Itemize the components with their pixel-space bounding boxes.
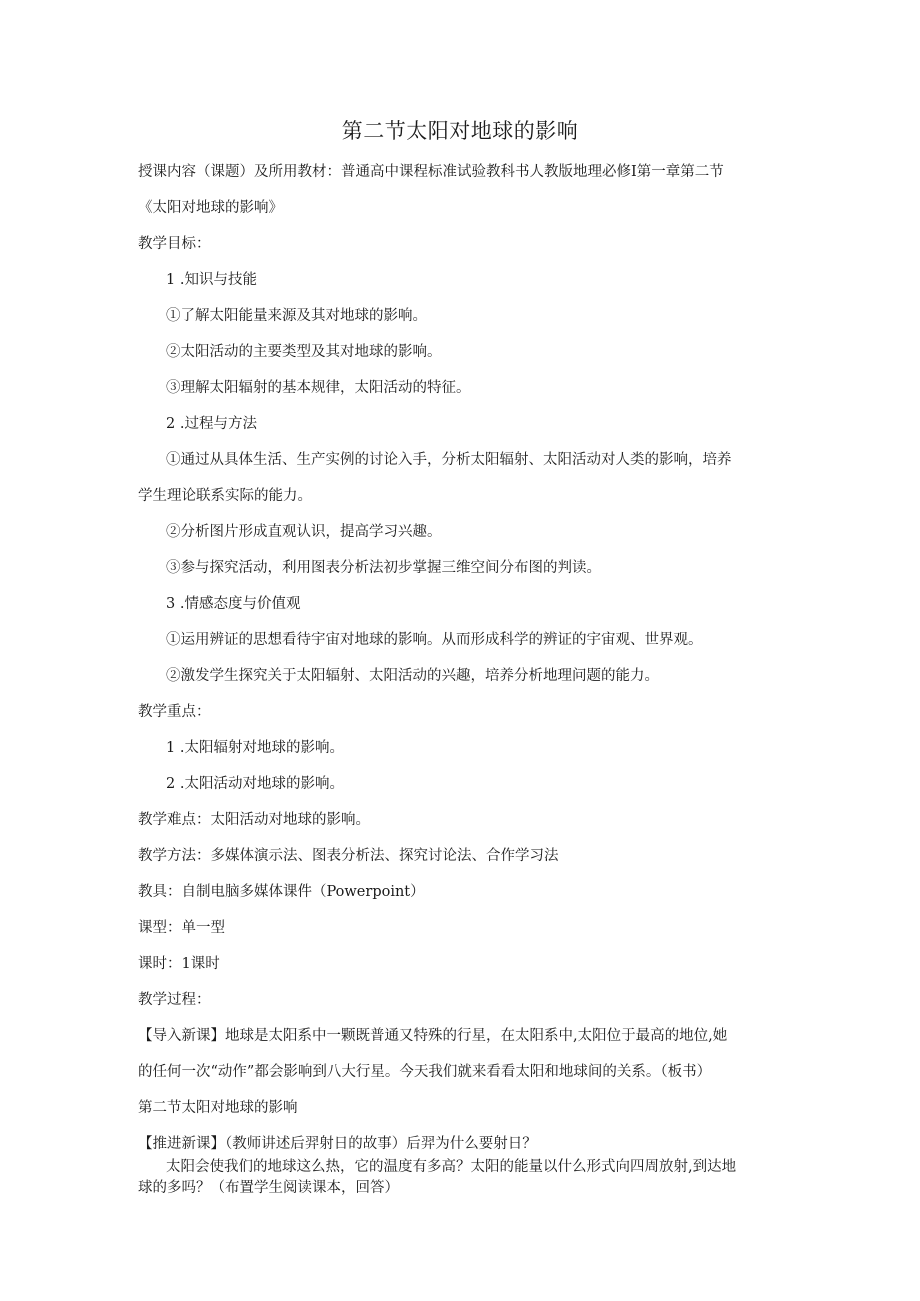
section-lesson-type: 课型：单一型 bbox=[138, 920, 225, 936]
course-content-line-cont: 《太阳对地球的影响》 bbox=[138, 200, 283, 216]
section-methods: 教学方法：多媒体演示法、图表分析法、探究讨论法、合作学习法 bbox=[138, 848, 559, 864]
section-heading-objectives: 教学目标： bbox=[138, 236, 211, 252]
list-item: 1 .太阳辐射对地球的影响。 bbox=[166, 740, 344, 756]
paragraph-intro: 【导入新课】地球是太阳系中一颗既普通又特殊的行星，在太阳系中,太阳位于最高的地位,她 bbox=[138, 1028, 728, 1044]
list-item: ①了解太阳能量来源及其对地球的影响。 bbox=[166, 308, 427, 324]
list-item: ③参与探究活动，利用图表分析法初步掌握三维空间分布图的判读。 bbox=[166, 560, 601, 576]
board-title: 第二节太阳对地球的影响 bbox=[138, 1100, 298, 1116]
subheading-attitude: 3 .情感态度与价值观 bbox=[166, 596, 301, 612]
section-lesson-hours: 课时：1课时 bbox=[138, 956, 220, 972]
subheading-process: 2 .过程与方法 bbox=[166, 416, 257, 432]
list-item: ①运用辨证的思想看待宇宙对地球的影响。从而形成科学的辨证的宇宙观、世界观。 bbox=[166, 632, 703, 648]
section-heading-keypoints: 教学重点： bbox=[138, 704, 211, 720]
paragraph-intro-cont: 的任何一次“动作”都会影响到八大行星。今天我们就来看看太阳和地球间的关系。（板书） bbox=[138, 1064, 712, 1080]
section-difficulty: 教学难点：太阳活动对地球的影响。 bbox=[138, 812, 370, 828]
list-item: ②激发学生探究关于太阳辐射、太阳活动的兴趣，培养分析地理问题的能力。 bbox=[166, 668, 659, 684]
list-item: 2 .太阳活动对地球的影响。 bbox=[166, 776, 344, 792]
paragraph-question: 太阳会使我们的地球这么热，它的温度有多高？太阳的能量以什么形式向四周放射,到达地 bbox=[166, 1159, 737, 1175]
course-content-line: 授课内容（课题）及所用教材：普通高中课程标准试验教科书人教版地理必修Ⅰ第一章第二节 bbox=[138, 164, 724, 180]
section-heading-process: 教学过程： bbox=[138, 992, 211, 1008]
paragraph-advance: 【推进新课】（教师讲述后羿射日的故事）后羿为什么要射日？ bbox=[138, 1136, 537, 1152]
section-tools: 教具：自制电脑多媒体课件（Powerpoint） bbox=[138, 884, 425, 900]
document-title: 第二节太阳对地球的影响 bbox=[341, 119, 579, 143]
list-item: ②分析图片形成直观认识，提高学习兴趣。 bbox=[166, 524, 442, 540]
list-item: ③理解太阳辐射的基本规律，太阳活动的特征。 bbox=[166, 380, 471, 396]
list-item-cont: 学生理论联系实际的能力。 bbox=[138, 488, 312, 504]
list-item: ①通过从具体生活、生产实例的讨论入手，分析太阳辐射、太阳活动对人类的影响，培养 bbox=[166, 452, 732, 468]
list-item: ②太阳活动的主要类型及其对地球的影响。 bbox=[166, 344, 442, 360]
paragraph-question-cont: 球的多吗？（布置学生阅读课本，回答） bbox=[138, 1180, 399, 1196]
subheading-knowledge: 1 .知识与技能 bbox=[166, 272, 257, 288]
